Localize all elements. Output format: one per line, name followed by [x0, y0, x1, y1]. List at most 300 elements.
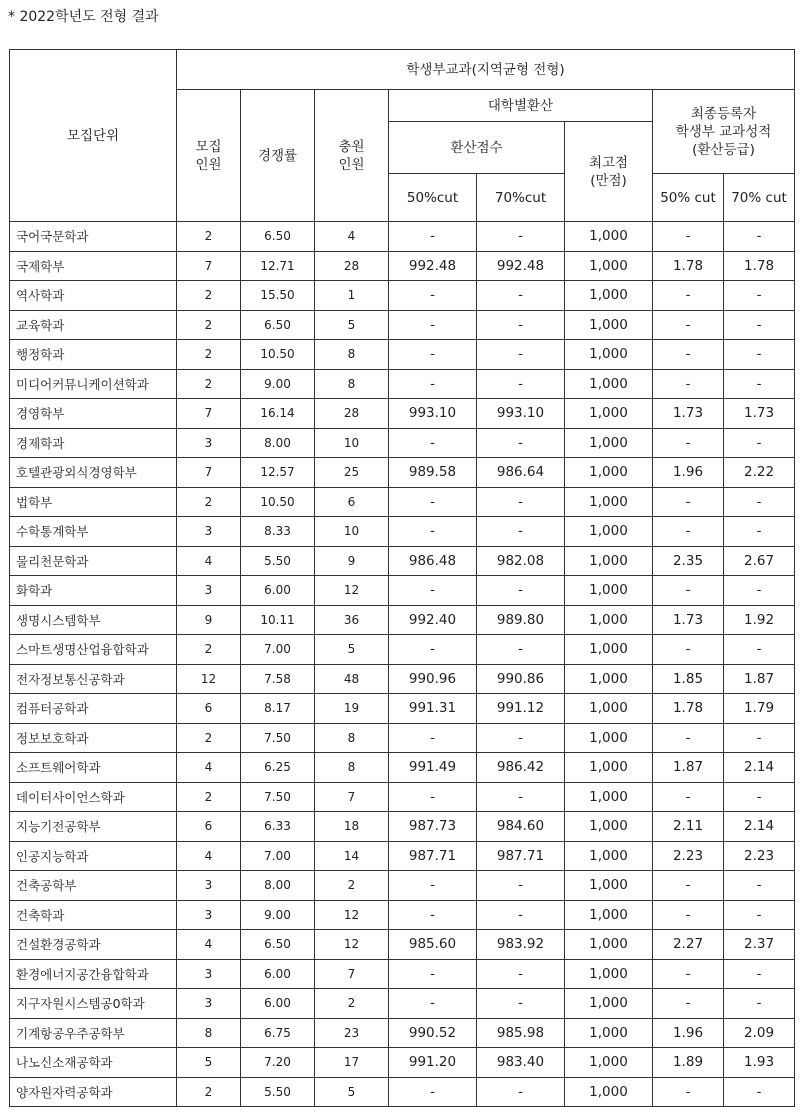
cell-recruit: 12 — [177, 664, 241, 694]
cell-grade-cut50: 2.11 — [653, 812, 724, 842]
cell-competition: 15.50 — [241, 281, 315, 311]
table-row — [10, 399, 795, 429]
cell-grade-cut70: - — [724, 310, 795, 340]
cell-competition: 16.14 — [241, 399, 315, 429]
header-competition: 경쟁률 — [241, 90, 315, 222]
cell-max-score: 1,000 — [565, 1077, 653, 1107]
cell-conv-cut70: 985.98 — [477, 1018, 565, 1048]
cell-conv-cut50: - — [389, 517, 477, 547]
cell-grade-cut50: 1.78 — [653, 694, 724, 724]
cell-grade-cut50: - — [653, 576, 724, 606]
header-extra-line2: 인원 — [338, 156, 365, 173]
cell-conv-cut70: 986.64 — [477, 458, 565, 488]
cell-unit: 생명시스템학부 — [10, 605, 177, 635]
table-row — [10, 546, 795, 576]
cell-recruit: 3 — [177, 576, 241, 606]
cell-grade-cut50: - — [653, 900, 724, 930]
cell-recruit: 7 — [177, 399, 241, 429]
admission-results-table — [9, 49, 795, 1107]
cell-competition: 12.57 — [241, 458, 315, 488]
header-max-score — [565, 122, 653, 222]
cell-unit: 나노신소재공학과 — [10, 1048, 177, 1078]
header-recruit-line1: 모집 — [195, 138, 222, 155]
cell-grade-cut70: - — [724, 487, 795, 517]
cell-conv-cut50: - — [389, 723, 477, 753]
cell-conv-cut70: - — [477, 989, 565, 1019]
cell-grade-cut50: - — [653, 369, 724, 399]
cell-extra: 14 — [315, 841, 389, 871]
cell-max-score: 1,000 — [565, 576, 653, 606]
cell-competition: 6.50 — [241, 930, 315, 960]
cell-conv-cut70: - — [477, 369, 565, 399]
cell-grade-cut50: - — [653, 281, 724, 311]
cell-unit: 역사학과 — [10, 281, 177, 311]
cell-recruit: 8 — [177, 1018, 241, 1048]
cell-recruit: 3 — [177, 959, 241, 989]
cell-recruit: 5 — [177, 1048, 241, 1078]
cell-extra: 10 — [315, 517, 389, 547]
cell-competition: 10.11 — [241, 605, 315, 635]
cell-conv-cut70: - — [477, 487, 565, 517]
table-row — [10, 281, 795, 311]
cell-grade-cut70: - — [724, 959, 795, 989]
cell-conv-cut70: 987.71 — [477, 841, 565, 871]
header-cut70: 70%cut — [477, 174, 565, 222]
cell-extra: 28 — [315, 399, 389, 429]
cell-recruit: 3 — [177, 871, 241, 901]
cell-extra: 4 — [315, 222, 389, 252]
cell-max-score: 1,000 — [565, 930, 653, 960]
cell-extra: 7 — [315, 782, 389, 812]
cell-conv-cut50: - — [389, 310, 477, 340]
cell-grade-cut50: 2.35 — [653, 546, 724, 576]
cell-grade-cut50: - — [653, 517, 724, 547]
cell-grade-cut70: 1.93 — [724, 1048, 795, 1078]
table-row — [10, 487, 795, 517]
header-unit: 모집단위 — [10, 50, 177, 222]
cell-grade-cut50: 1.73 — [653, 605, 724, 635]
cell-grade-cut70: 2.22 — [724, 458, 795, 488]
table-row — [10, 428, 795, 458]
cell-max-score: 1,000 — [565, 310, 653, 340]
cell-recruit: 6 — [177, 812, 241, 842]
cell-max-score: 1,000 — [565, 399, 653, 429]
cell-extra: 9 — [315, 546, 389, 576]
cell-extra: 8 — [315, 369, 389, 399]
cell-recruit: 3 — [177, 989, 241, 1019]
cell-conv-cut50: - — [389, 222, 477, 252]
table-row — [10, 753, 795, 783]
cell-unit: 경영학부 — [10, 399, 177, 429]
cell-conv-cut50: - — [389, 900, 477, 930]
cell-unit: 국어국문학과 — [10, 222, 177, 252]
cell-unit: 경제학과 — [10, 428, 177, 458]
cell-conv-cut70: - — [477, 310, 565, 340]
cell-grade-cut50: - — [653, 428, 724, 458]
cell-conv-cut50: - — [389, 428, 477, 458]
header-max-line2: (만점) — [590, 172, 627, 189]
cell-grade-cut50: - — [653, 310, 724, 340]
cell-conv-cut50: - — [389, 340, 477, 370]
cell-max-score: 1,000 — [565, 281, 653, 311]
table-row — [10, 782, 795, 812]
cell-conv-cut70: 983.92 — [477, 930, 565, 960]
cell-max-score: 1,000 — [565, 517, 653, 547]
table-row — [10, 576, 795, 606]
cell-recruit: 2 — [177, 340, 241, 370]
header-univ-conversion: 대학별환산 — [389, 90, 653, 122]
cell-extra: 10 — [315, 428, 389, 458]
cell-unit: 스마트생명산업융합학과 — [10, 635, 177, 665]
cell-recruit: 2 — [177, 369, 241, 399]
cell-conv-cut70: - — [477, 340, 565, 370]
header-group: 학생부교과(지역균형 전형) — [177, 50, 795, 90]
cell-max-score: 1,000 — [565, 694, 653, 724]
cell-grade-cut50: 1.96 — [653, 1018, 724, 1048]
cell-unit: 화학과 — [10, 576, 177, 606]
table-row — [10, 930, 795, 960]
cell-unit: 인공지능학과 — [10, 841, 177, 871]
cell-extra: 8 — [315, 753, 389, 783]
cell-recruit: 3 — [177, 428, 241, 458]
header-cut50: 50%cut — [389, 174, 477, 222]
cell-competition: 6.33 — [241, 812, 315, 842]
cell-competition: 7.00 — [241, 635, 315, 665]
cell-conv-cut50: 987.73 — [389, 812, 477, 842]
cell-recruit: 2 — [177, 635, 241, 665]
cell-conv-cut50: - — [389, 1077, 477, 1107]
cell-competition: 7.50 — [241, 723, 315, 753]
cell-extra: 6 — [315, 487, 389, 517]
cell-max-score: 1,000 — [565, 428, 653, 458]
cell-unit: 행정학과 — [10, 340, 177, 370]
cell-conv-cut70: 992.48 — [477, 251, 565, 281]
table-row — [10, 900, 795, 930]
cell-extra: 36 — [315, 605, 389, 635]
table-row — [10, 635, 795, 665]
table-row — [10, 1018, 795, 1048]
cell-conv-cut70: 984.60 — [477, 812, 565, 842]
cell-conv-cut50: - — [389, 871, 477, 901]
cell-competition: 6.50 — [241, 222, 315, 252]
cell-competition: 9.00 — [241, 369, 315, 399]
cell-competition: 6.50 — [241, 310, 315, 340]
cell-unit: 교육학과 — [10, 310, 177, 340]
cell-grade-cut70: - — [724, 871, 795, 901]
header-recruit-line2: 인원 — [195, 156, 222, 173]
header-final-line3: (환산등급) — [692, 141, 755, 158]
cell-grade-cut70: - — [724, 782, 795, 812]
cell-max-score: 1,000 — [565, 458, 653, 488]
cell-unit: 환경에너지공간융합학과 — [10, 959, 177, 989]
cell-extra: 48 — [315, 664, 389, 694]
cell-extra: 12 — [315, 930, 389, 960]
cell-conv-cut50: - — [389, 487, 477, 517]
cell-grade-cut50: 1.96 — [653, 458, 724, 488]
cell-max-score: 1,000 — [565, 900, 653, 930]
cell-unit: 건축학과 — [10, 900, 177, 930]
cell-extra: 19 — [315, 694, 389, 724]
cell-competition: 8.33 — [241, 517, 315, 547]
header-final-registrant — [653, 90, 795, 174]
cell-grade-cut50: - — [653, 723, 724, 753]
cell-unit: 데이터사이언스학과 — [10, 782, 177, 812]
cell-competition: 6.00 — [241, 989, 315, 1019]
cell-conv-cut70: - — [477, 281, 565, 311]
cell-extra: 17 — [315, 1048, 389, 1078]
cell-extra: 5 — [315, 1077, 389, 1107]
cell-conv-cut50: 992.40 — [389, 605, 477, 635]
cell-grade-cut50: - — [653, 959, 724, 989]
cell-recruit: 9 — [177, 605, 241, 635]
cell-competition: 10.50 — [241, 487, 315, 517]
cell-extra: 8 — [315, 340, 389, 370]
cell-max-score: 1,000 — [565, 546, 653, 576]
cell-max-score: 1,000 — [565, 340, 653, 370]
cell-recruit: 2 — [177, 310, 241, 340]
cell-recruit: 7 — [177, 251, 241, 281]
table-row — [10, 723, 795, 753]
cell-recruit: 2 — [177, 487, 241, 517]
cell-extra: 28 — [315, 251, 389, 281]
cell-extra: 5 — [315, 635, 389, 665]
cell-max-score: 1,000 — [565, 959, 653, 989]
cell-grade-cut70: - — [724, 517, 795, 547]
table-body — [10, 222, 795, 1107]
table-row — [10, 959, 795, 989]
cell-grade-cut70: - — [724, 989, 795, 1019]
cell-conv-cut50: - — [389, 576, 477, 606]
cell-conv-cut70: - — [477, 1077, 565, 1107]
cell-competition: 8.17 — [241, 694, 315, 724]
cell-grade-cut50: 1.78 — [653, 251, 724, 281]
cell-grade-cut70: - — [724, 576, 795, 606]
cell-unit: 호텔관광외식경영학부 — [10, 458, 177, 488]
cell-competition: 10.50 — [241, 340, 315, 370]
cell-competition: 9.00 — [241, 900, 315, 930]
cell-grade-cut50: 2.27 — [653, 930, 724, 960]
cell-max-score: 1,000 — [565, 989, 653, 1019]
cell-grade-cut70: - — [724, 281, 795, 311]
cell-conv-cut50: 991.20 — [389, 1048, 477, 1078]
cell-conv-cut50: 990.52 — [389, 1018, 477, 1048]
cell-grade-cut50: 1.87 — [653, 753, 724, 783]
cell-grade-cut50: 1.85 — [653, 664, 724, 694]
cell-competition: 6.25 — [241, 753, 315, 783]
cell-conv-cut70: - — [477, 576, 565, 606]
cell-conv-cut70: - — [477, 428, 565, 458]
table-row — [10, 251, 795, 281]
cell-extra: 1 — [315, 281, 389, 311]
cell-conv-cut50: 990.96 — [389, 664, 477, 694]
cell-grade-cut70: 2.14 — [724, 753, 795, 783]
header-recruit — [177, 90, 241, 222]
table-row — [10, 310, 795, 340]
cell-grade-cut50: 2.23 — [653, 841, 724, 871]
cell-unit: 법학부 — [10, 487, 177, 517]
header-conv-score: 환산점수 — [389, 122, 565, 174]
table-row — [10, 664, 795, 694]
cell-competition: 6.00 — [241, 959, 315, 989]
cell-conv-cut70: - — [477, 959, 565, 989]
cell-conv-cut50: 991.31 — [389, 694, 477, 724]
cell-conv-cut70: - — [477, 782, 565, 812]
cell-max-score: 1,000 — [565, 487, 653, 517]
table-row — [10, 1048, 795, 1078]
cell-max-score: 1,000 — [565, 635, 653, 665]
cell-extra: 18 — [315, 812, 389, 842]
cell-max-score: 1,000 — [565, 1048, 653, 1078]
cell-unit: 지구자원시스템공0학과 — [10, 989, 177, 1019]
cell-max-score: 1,000 — [565, 723, 653, 753]
cell-grade-cut50: - — [653, 635, 724, 665]
cell-conv-cut70: - — [477, 900, 565, 930]
cell-conv-cut70: 986.42 — [477, 753, 565, 783]
cell-grade-cut70: - — [724, 428, 795, 458]
cell-extra: 25 — [315, 458, 389, 488]
cell-conv-cut50: 992.48 — [389, 251, 477, 281]
cell-extra: 7 — [315, 959, 389, 989]
header-max-line1: 최고점 — [588, 154, 629, 171]
cell-grade-cut70: 2.14 — [724, 812, 795, 842]
cell-conv-cut50: 987.71 — [389, 841, 477, 871]
cell-grade-cut70: - — [724, 1077, 795, 1107]
cell-recruit: 2 — [177, 782, 241, 812]
cell-extra: 12 — [315, 900, 389, 930]
cell-unit: 건축공학부 — [10, 871, 177, 901]
cell-extra: 12 — [315, 576, 389, 606]
cell-grade-cut50: - — [653, 340, 724, 370]
cell-unit: 미디어커뮤니케이션학과 — [10, 369, 177, 399]
cell-max-score: 1,000 — [565, 369, 653, 399]
cell-competition: 5.50 — [241, 1077, 315, 1107]
cell-conv-cut70: - — [477, 517, 565, 547]
table-row — [10, 989, 795, 1019]
cell-conv-cut50: 993.10 — [389, 399, 477, 429]
header-extra-line1: 충원 — [338, 138, 365, 155]
cell-conv-cut50: - — [389, 989, 477, 1019]
cell-conv-cut50: - — [389, 959, 477, 989]
cell-conv-cut50: 991.49 — [389, 753, 477, 783]
cell-conv-cut50: 985.60 — [389, 930, 477, 960]
cell-unit: 컴퓨터공학과 — [10, 694, 177, 724]
cell-conv-cut70: 983.40 — [477, 1048, 565, 1078]
table-row — [10, 812, 795, 842]
cell-recruit: 2 — [177, 281, 241, 311]
cell-competition: 7.50 — [241, 782, 315, 812]
table-row — [10, 458, 795, 488]
cell-grade-cut70: 2.23 — [724, 841, 795, 871]
cell-max-score: 1,000 — [565, 251, 653, 281]
cell-competition: 7.58 — [241, 664, 315, 694]
cell-recruit: 3 — [177, 900, 241, 930]
cell-recruit: 4 — [177, 546, 241, 576]
cell-max-score: 1,000 — [565, 605, 653, 635]
cell-competition: 8.00 — [241, 428, 315, 458]
cell-unit: 양자원자력공학과 — [10, 1077, 177, 1107]
cell-recruit: 2 — [177, 222, 241, 252]
cell-grade-cut50: - — [653, 989, 724, 1019]
cell-grade-cut50: - — [653, 487, 724, 517]
table-row — [10, 694, 795, 724]
cell-grade-cut70: 1.87 — [724, 664, 795, 694]
cell-extra: 2 — [315, 989, 389, 1019]
cell-recruit: 4 — [177, 841, 241, 871]
table-row — [10, 369, 795, 399]
cell-unit: 기계항공우주공학부 — [10, 1018, 177, 1048]
cell-competition: 6.00 — [241, 576, 315, 606]
cell-max-score: 1,000 — [565, 753, 653, 783]
cell-unit: 수학통계학부 — [10, 517, 177, 547]
cell-competition: 6.75 — [241, 1018, 315, 1048]
cell-conv-cut50: 986.48 — [389, 546, 477, 576]
cell-conv-cut50: 989.58 — [389, 458, 477, 488]
cell-competition: 5.50 — [241, 546, 315, 576]
cell-grade-cut50: 1.89 — [653, 1048, 724, 1078]
cell-conv-cut70: 993.10 — [477, 399, 565, 429]
cell-unit: 정보보호학과 — [10, 723, 177, 753]
cell-recruit: 3 — [177, 517, 241, 547]
cell-grade-cut70: - — [724, 222, 795, 252]
cell-conv-cut70: - — [477, 635, 565, 665]
cell-grade-cut70: 2.09 — [724, 1018, 795, 1048]
table-row — [10, 1077, 795, 1107]
cell-conv-cut70: - — [477, 222, 565, 252]
header-grade-cut50: 50% cut — [653, 174, 724, 222]
cell-conv-cut50: - — [389, 635, 477, 665]
cell-competition: 8.00 — [241, 871, 315, 901]
page-title: * 2022학년도 전형 결과 — [8, 9, 159, 25]
cell-max-score: 1,000 — [565, 871, 653, 901]
header-grade-cut70: 70% cut — [724, 174, 795, 222]
cell-max-score: 1,000 — [565, 782, 653, 812]
cell-max-score: 1,000 — [565, 222, 653, 252]
cell-max-score: 1,000 — [565, 812, 653, 842]
cell-grade-cut50: - — [653, 871, 724, 901]
cell-conv-cut70: 990.86 — [477, 664, 565, 694]
cell-grade-cut70: 2.37 — [724, 930, 795, 960]
cell-competition: 7.20 — [241, 1048, 315, 1078]
table-row — [10, 605, 795, 635]
cell-competition: 7.00 — [241, 841, 315, 871]
cell-conv-cut70: 982.08 — [477, 546, 565, 576]
cell-unit: 국제학부 — [10, 251, 177, 281]
cell-grade-cut70: 1.78 — [724, 251, 795, 281]
table-row — [10, 340, 795, 370]
cell-grade-cut70: - — [724, 369, 795, 399]
cell-extra: 2 — [315, 871, 389, 901]
cell-grade-cut70: - — [724, 723, 795, 753]
cell-grade-cut70: 1.79 — [724, 694, 795, 724]
cell-grade-cut50: - — [653, 782, 724, 812]
cell-conv-cut50: - — [389, 281, 477, 311]
table-row — [10, 222, 795, 252]
header-final-line2: 학생부 교과성적 — [675, 123, 772, 140]
cell-recruit: 4 — [177, 930, 241, 960]
cell-extra: 5 — [315, 310, 389, 340]
cell-recruit: 2 — [177, 1077, 241, 1107]
cell-grade-cut70: 1.92 — [724, 605, 795, 635]
cell-extra: 8 — [315, 723, 389, 753]
cell-recruit: 2 — [177, 723, 241, 753]
cell-extra: 23 — [315, 1018, 389, 1048]
cell-recruit: 4 — [177, 753, 241, 783]
cell-recruit: 7 — [177, 458, 241, 488]
cell-grade-cut70: 1.73 — [724, 399, 795, 429]
cell-conv-cut50: - — [389, 369, 477, 399]
cell-grade-cut70: - — [724, 900, 795, 930]
header-extra — [315, 90, 389, 222]
